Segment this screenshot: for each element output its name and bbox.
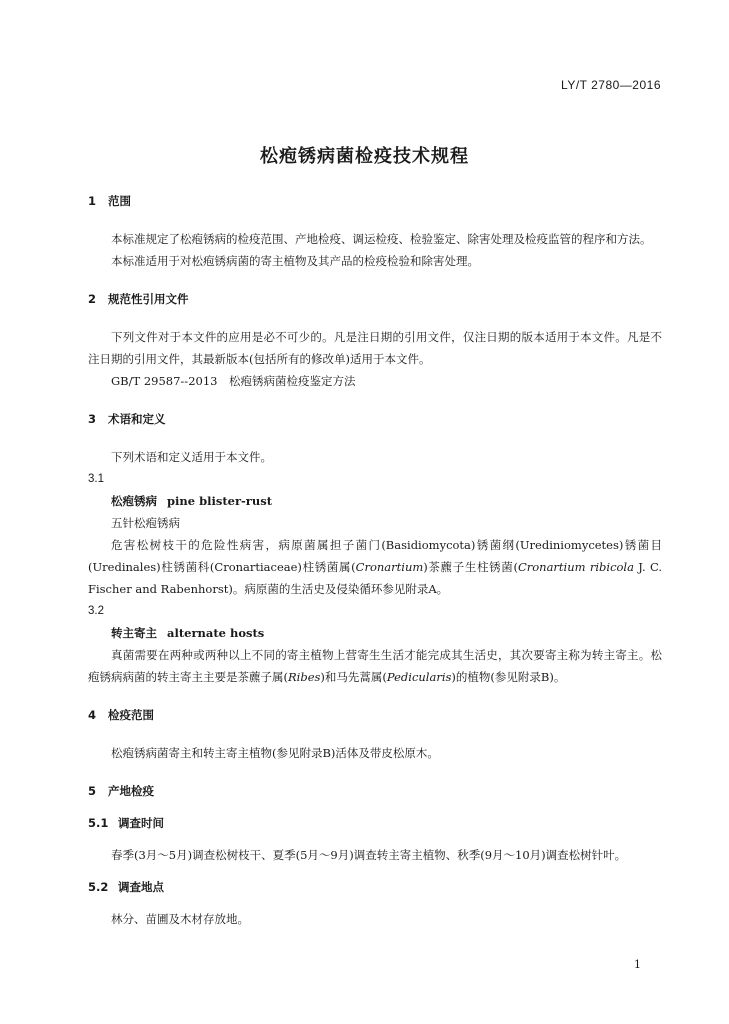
reference-entry: GB/T 29587--2013 松疱锈病菌检疫鉴定方法: [111, 374, 356, 388]
subsection-heading-survey-time: [88, 812, 662, 834]
paragraph: 下列术语和定义适用于本文件。: [111, 450, 272, 464]
section-heading-normative-references: [88, 288, 662, 310]
section-heading-origin-inspection: [88, 780, 662, 802]
paragraph: 松疱锈病菌寄主和转主寄主植物(参见附录B)活体及带皮松原木。: [111, 746, 439, 760]
subsection-title: 调查时间: [118, 816, 164, 830]
section-heading-terms: [88, 408, 662, 430]
subsection-number: 5.2: [88, 880, 109, 894]
document-title: 松疱锈病菌检疫技术规程: [260, 146, 469, 167]
paragraph: 本标准适用于对松疱锈病菌的寄主植物及其产品的检疫检验和除害处理。: [111, 254, 479, 268]
term-english: pine blister-rust: [167, 494, 273, 508]
section-heading-quarantine-scope: [88, 704, 662, 726]
section-title: 规范性引用文件: [108, 292, 189, 306]
term-definition: 真菌需要在两种或两种以上不同的寄主植物上营寄生生活才能完成其生活史，其次要寄主称为转主寄主。松疱锈病病菌的转主寄主主要是茶藨子属(Ribes)和马先蒿属(Pedicularis)的植物(参见附录B)。: [88, 648, 662, 684]
term-heading: [88, 490, 662, 512]
paragraph: 林分、苗圃及木材存放地。: [111, 912, 249, 926]
term-number: 3.1: [88, 473, 104, 485]
section-number: 3: [88, 412, 97, 426]
section-title: 术语和定义: [108, 412, 166, 426]
standard-code: LY/T 2780—2016: [561, 78, 661, 92]
section-title: 产地检疫: [108, 784, 154, 798]
term-chinese: 松疱锈病: [111, 494, 157, 508]
subsection-title: 调查地点: [118, 880, 164, 894]
section-heading-scope: [88, 190, 662, 212]
page-number: 1: [634, 958, 641, 971]
document-body: [88, 190, 662, 930]
term-english: alternate hosts: [167, 626, 265, 640]
section-title: 范围: [108, 194, 131, 208]
paragraph: 春季(3月～5月)调查松树枝干、夏季(5月～9月)调查转主寄主植物、秋季(9月～10月)调查松树针叶。: [111, 848, 627, 862]
term-number: 3.2: [88, 605, 104, 617]
section-number: 2: [88, 292, 97, 306]
paragraph: 本标准规定了松疱锈病的检疫范围、产地检疫、调运检疫、检验鉴定、除害处理及检疫监管的程序和方法。: [111, 232, 652, 246]
section-number: 4: [88, 708, 97, 722]
term-synonym: 五针松疱锈病: [111, 516, 180, 530]
term-definition: 危害松树枝干的危险性病害，病原菌属担子菌门(Basidiomycota)锈菌纲(Urediniomycetes)锈菌目(Uredinales)柱锈菌科(Cronartiaceae)柱锈菌属(Cronartium)茶藨子生柱锈菌(Cronartium ribicola J. C. Fischer and Rabenhorst)。病原菌的生活史及侵染循环参见附录A。: [88, 538, 662, 596]
section-number: 5: [88, 784, 97, 798]
term-heading: [88, 622, 662, 644]
subsection-heading-survey-location: [88, 876, 662, 898]
section-title: 检疫范围: [108, 708, 154, 722]
section-number: 1: [88, 194, 97, 208]
term-chinese: 转主寄主: [111, 626, 157, 640]
paragraph: 下列文件对于本文件的应用是必不可少的。凡是注日期的引用文件，仅注日期的版本适用于本文件。凡是不注日期的引用文件，其最新版本(包括所有的修改单)适用于本文件。: [88, 330, 662, 366]
subsection-number: 5.1: [88, 816, 109, 830]
